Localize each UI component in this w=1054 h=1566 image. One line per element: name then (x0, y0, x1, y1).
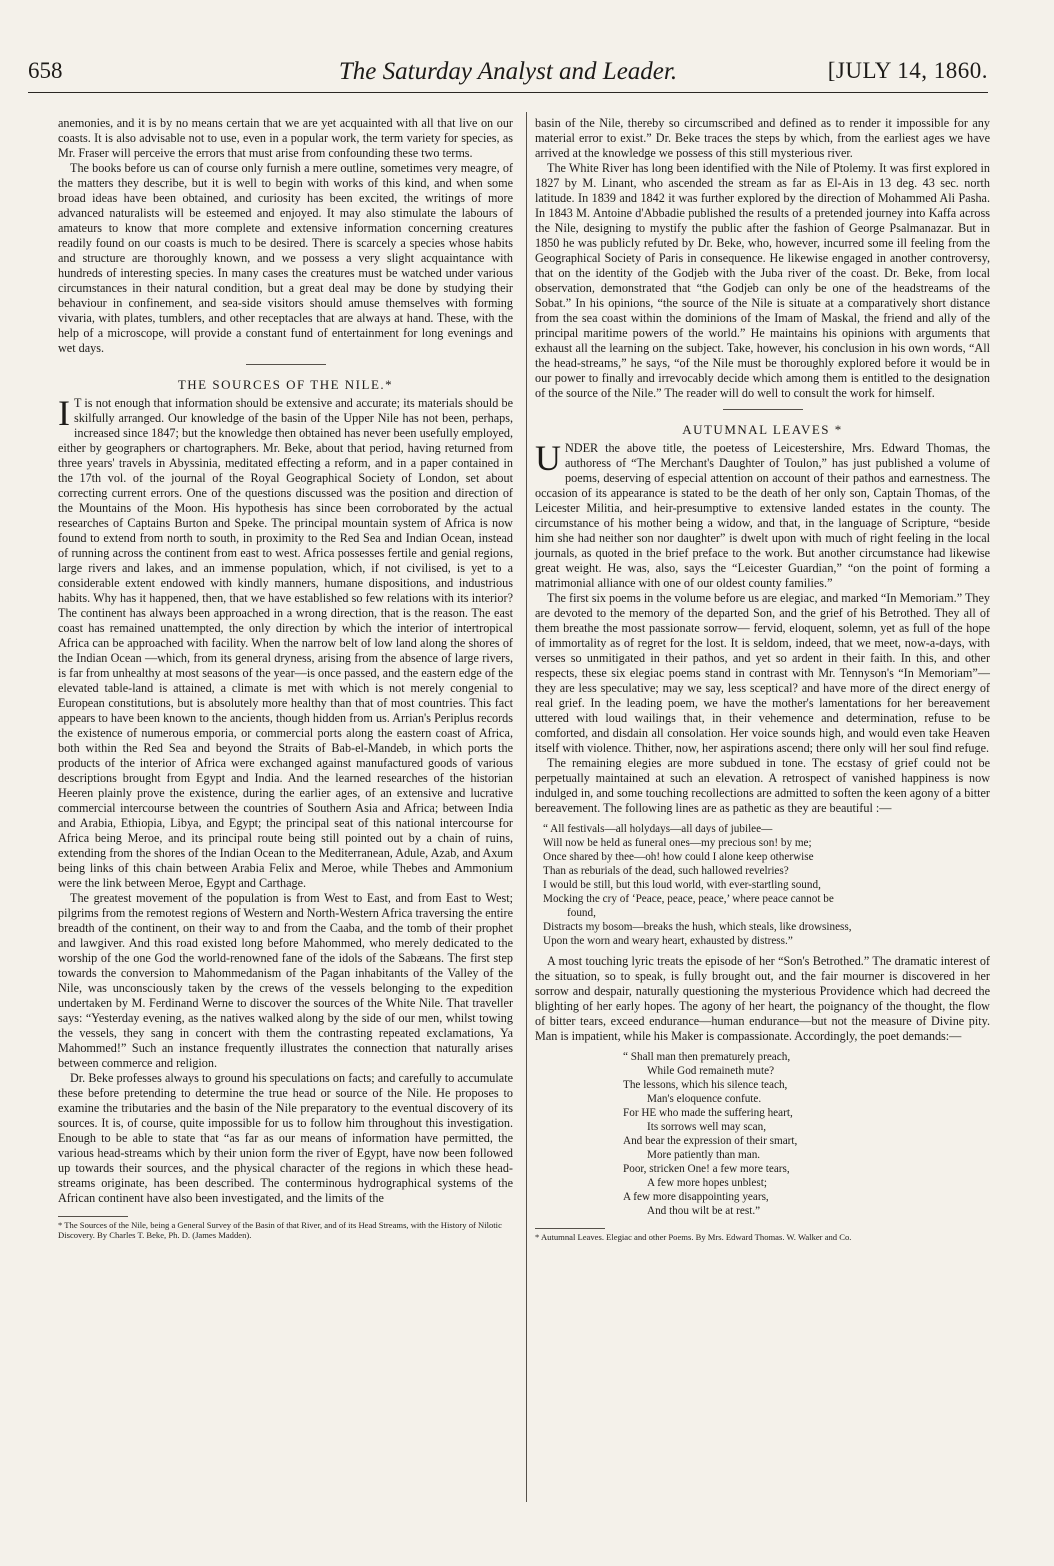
article-paragraph: The White River has long been identified with the Nile of Ptolemy. It was first explored in 1827 by M. Linant, who ascended the stream as far as El-Ais in 13 deg. 43 sec. north latitude. In 1839 and 1842 it was further explored by the direction of Mohammed Ali Pasha. In 1843 M. Antoine d'Abbadie published the results of a pretended journey into Kaffa across the Nile, designing to mystify the public after the fashion of George Psalmanazar. But in 1850 he was publicly refuted by Dr. Beke, who, however, incurred some ill feeling from the Geographical Society of Paris in consequence. He likewise engaged in another controversy, that on the identity of the Godjeb with the Juba river of the coast. Dr. Beke, from local observation, demonstrated that “the Godjeb can only be one of the headstreams of the Sobat.” In his opinions, “the source of the Nile is situate at a comparatively short distance from the sea coast within the dominions of the Imam of Maskal, the friend and ally of the principal maritime powers of the world.” He maintains his opinions with arguments that exhaust all the learning on the subject. Take, however, his conclusion in his own words, “All the head-streams,” he says, “of the Nile must be thoroughly explored before it would be in our power to finally and irrevocably decide which among them is entitled to the designation of the source of the Nile.” The reader will do well to consult the work for himself. (535, 161, 990, 400)
article-paragraph: The books before us can of course only furnish a mere outline, sometimes very meagre, of the matters they describe, but it is well to begin with works of this kind, and when some broad ideas have been obtained, and curiosity has been excited, the writings of more advanced naturalists will be esteemed and enjoyed. It may also stimulate the labours of amateurs to know that more complete and extensive information concerning creatures readily found on our coasts is much to be desired. There is scarcely a species whose habits and structure are thoroughly known, and we possess a very slight acquaintance with hundreds of interesting species. In many cases the creatures must be watched under various circumstances in their natural condition, but a great deal may be done by studying their behaviour in confinement, and sea-side visitors should amuse themselves with forming vivaria, with plates, tumblers, and other receptacles that are always at hand. These, with the help of a microscope, will provide a constant fund of entertainment for long evenings and wet days. (58, 161, 513, 355)
verse-line: A few more disappointing years, (623, 1191, 769, 1203)
verse-line: And bear the expression of their smart, (623, 1135, 798, 1147)
drop-cap: I (58, 393, 70, 433)
article-paragraph: The first six poems in the volume before us are elegiac, and marked “In Memoriam.” They are devoted to the memory of the departed Son, and the grief of his Betrothed. They all of them breathe the most passionate sorrow— fervid, eloquent, solemn, yet as full of the hope of immortality as of regret for the lost. It is seldom, indeed, that we meet, now-a-days, with verses so unmitigated in their pathos, and yet so ardent in their faith. In this, and other respects, these six elegiac poems stand in contrast with Mr. Tennyson's “In Memoriam”—they are less speculative; may we say, less sceptical? and have more of the direct energy of real grief. In the leading poem, we have the mother's lamentations for her bereavement uttered with loud wailings that, in their vehemence and determination, refuse to be comforted, and disdain all consolation. Her voice sounds high, and would even take Heaven itself with violence. Thither, now, her aspirations ascend; there only will her soul find refuge. (535, 591, 990, 755)
verse-line: Its sorrows well may scan, (647, 1121, 766, 1133)
article-paragraph: Dr. Beke professes always to ground his speculations on facts; and carefully to accumulate these before pretending to determine the true head or source of the Nile. He proposes to examine the tributaries and the basin of the Nile preparatory to the eventual discovery of its sources. It is, of course, quite impossible for us to follow him throughout this investigation. Enough to be able to state that “as far as our means of information have permitted, the various head-streams which by their union form the river of Egypt, have now been followed up towards their sources, and the physical character of the regions in which these head-streams originate, has been described. The conterminous hydrographical systems of the African continent have also been investigated, and the limits of the (58, 1071, 513, 1205)
verse-line: I would be still, but this loud world, with ever-startling sound, (543, 879, 821, 891)
article-paragraph: anemonies, and it is by no means certain that we are yet acquainted with all that live on our coasts. It is also advisable not to use, even in a popular work, the term variety for species, as Mr. Fraser will perceive the errors that must arise from confounding these two terms. (58, 116, 513, 160)
poem-excerpt-2 (623, 1050, 990, 1218)
left-column (58, 116, 513, 1240)
footnote-rule (58, 1216, 128, 1217)
verse-line: “ All festivals—all holydays—all days of jubilee— (543, 823, 773, 835)
section-rule (246, 364, 326, 365)
verse-line: A few more hopes unblest; (647, 1177, 767, 1189)
article-paragraph: The remaining elegies are more subdued in tone. The ecstasy of grief could not be perpetually maintained at such an elevation. A retrospect of vanished happiness is now indulged in, and some touching recollections are admitted to soften the keen agony of a bitter bereavement. The following lines are as pathetic as they are beautiful :— (535, 756, 990, 815)
verse-line: The lessons, which his silence teach, (623, 1079, 788, 1091)
issue-date: [JULY 14, 1860. (827, 58, 988, 83)
header-rule (28, 92, 988, 93)
verse-line: Mocking the cry of ‘Peace, peace, peace,’ where peace cannot be (543, 893, 834, 905)
verse-line: For HE who made the suffering heart, (623, 1107, 793, 1119)
article-paragraph: The greatest movement of the population is from West to East, and from East to West; pilgrims from the remotest regions of Western and North-Western Africa traversing the entire breadth of the continent, on their way to and from the Caaba, and the tomb of their prophet and lawgiver. And this road existed long before Mahommed, who merely dedicated to the worship of the one God the world-renowned fane of the idols of the Sabæans. The first step towards the conversion to Mahommedanism of the Pagan inhabitants of the Valley of the Nile, was unconsciously taken by the crews of the vessels belonging to the expedition undertaken by M. Ferdinand Werne to discover the sources of the White Nile. That traveller says: “Yesterday evening, as the natives walked along by the side of our men, whilst towing the vessels, they sang in concert with them the contrasting repeated exclamations, Ya Mahommed!” Such an instance frequently illustrates the connection that naturally arises between commerce and religion. (58, 891, 513, 1070)
verse-line: Than as reburials of the dead, such hallowed revelries? (543, 865, 789, 877)
verse-line: Will now be held as funeral ones—my precious son! by me; (543, 837, 812, 849)
column-divider (526, 112, 527, 1502)
verse-line: Once shared by thee—oh! how could I alone keep otherwise (543, 851, 814, 863)
right-column (535, 116, 990, 1242)
verse-line: found, (567, 907, 596, 919)
verse-line: Poor, stricken One! a few more tears, (623, 1163, 790, 1175)
poem-excerpt-1 (543, 822, 990, 948)
footnote-rule (535, 1228, 605, 1229)
verse-line: “ Shall man then prematurely preach, (623, 1051, 791, 1063)
drop-cap: U (535, 438, 561, 478)
article-paragraph (535, 438, 990, 591)
article-paragraph: basin of the Nile, thereby so circumscribed and defined as to render it impossible for any material error to exist.” Dr. Beke traces the steps by which, from the earliest ages we have arrived at the knowledge we possess of this still mysterious river. (535, 116, 990, 160)
article-paragraph (58, 393, 513, 891)
verse-line: Man's eloquence confute. (647, 1093, 762, 1105)
running-title: The Saturday Analyst and Leader. (338, 58, 678, 85)
verse-line: Distracts my bosom—breaks the hush, which steals, like drowsiness, (543, 921, 852, 933)
section-rule (723, 409, 803, 410)
verse-line: More patiently than man. (647, 1149, 761, 1161)
verse-line: While God remaineth mute? (647, 1065, 775, 1077)
verse-line: Upon the worn and weary heart, exhausted by distress.” (543, 935, 793, 947)
page-header (28, 52, 988, 88)
nile-footnote: * The Sources of the Nile, being a General Survey of the Basin of that River, and of its Head Streams, with the History of Nilotic Discovery. By Charles T. Beke, Ph. D. (James Madden). (58, 1220, 502, 1240)
leaves-footnote: * Autumnal Leaves. Elegiac and other Poems. By Mrs. Edward Thomas. W. Walker and Co. (535, 1232, 852, 1242)
article-paragraph: A most touching lyric treats the episode of her “Son's Betrothed.” The dramatic interest of the situation, so to speak, is fully brought out, and the fair mourner is discovered in her sorrow and despair, naturally questioning the mysterious Providence which had decreed the blighting of her early hopes. The agony of her heart, the poignancy of the thought, the flow of bitter tears, exceed endurance—human endurance—but not the measure of Divine pity. Man is impatient, while his Maker is compassionate. Accordingly, the poet demands:— (535, 954, 990, 1043)
verse-line: And thou wilt be at rest.” (647, 1205, 761, 1217)
leaves-article-title: AUTUMNAL LEAVES * (682, 422, 843, 437)
page-number: 658 (28, 58, 63, 83)
article-text: T is not enough that information should be extensive and accurate; its materials should be skilfully arranged. Our knowledge of the basin of the Upper Nile has not been, perhaps, increased since 1847; but the knowledge then obtained has never been usefully employed, either by geographers or chartographers. Mr. Beke, about that period, having returned from three years' travels in Abyssinia, meditated effecting a reform, and in a paper contained in the 17th vol. of the journal of the Royal Geographical Society of London, set about correcting current errors. One of the questions discussed was the position and direction of the Mountains of the Moon. His hypothesis has since been corroborated by the actual researches of Captains Burton and Speke. The principal mountain system of Africa is now found to extend from north to south, in proximity to the Red Sea and Indian Ocean, instead of running across the continent from east to west. Africa possesses fertile and genial regions, large rivers and lakes, and an immense population, which, if not civilised, is yet to a considerable extent endowed with kindly manners, humane dispositions, and industrious habits. Why has it happened, then, that we have established so few relations with its interior? The continent has always been approached in a wrong direction, that is the reason. The east coast has remained unattempted, the only direction by which the interior of intertropical Africa can be approached with facility. When the narrow belt of low land along the shores of the Indian Ocean —which, from its general dryness, arising from the absence of large rivers, is far from unhealthy at most seasons of the year—is once passed, and the eastern edge of the elevated table-land is attained, a climate is met with which is not merely congenial to European constitutions, but is absolutely more healthy than that of most countries. This fact appears to have been known to the ancients, though hidden from us. Arrian's Periplus records the existence of numerous emporia, or commercial ports along the eastern coast of Africa, both within the Red Sea and beyond the Straits of Bab-el-Mandeb, in which ports the products of the interior of Africa were exchanged against manufactured goods of various descriptions brought from Egypt and India. And the learned researches of the historian Heeren plainly prove the existence, during the earlier ages, of an extensive and lucrative commercial intercourse between the countries of Southern Asia and Africa; between India and Arabia, Ethiopia, Libya, and Egypt; the principal seat of this national intercourse for Africa being Meroe, and its principal route being still pointed out by a chain of ruins, extending from the shores of the Indian Ocean to the Mediterranean, Adule, Azab, and Axum being links of this chain between Arabia Felix and Meroe, while Thebes and Ammonium were the link between Meroe, Egypt and Carthage. (58, 396, 513, 890)
article-text: NDER the above title, the poetess of Leicestershire, Mrs. Edward Thomas, the authoress of “The Merchant's Daughter of Toulon,” has just published a volume of poems, deserving of especial attention on account of their pathos and earnestness. The occasion of its appearance is stated to be the death of her only son, Captain Thomas, of the Leicester Militia, and heir-presumptive to extensive landed estates in the county. The circumstance of his mother being a widow, and that, in the language of Scripture, “beside him she had neither son nor daughter” is dwelt upon with much of right feeling in the local journals, as quoted in the brief preface to the work. But another circumstance had likewise great weight. He was, also, says the “Leicester Guardian,” “on the point of forming a matrimonial alliance with one of our oldest county families.” (535, 441, 990, 590)
nile-article-title: THE SOURCES OF THE NILE.* (177, 377, 394, 392)
